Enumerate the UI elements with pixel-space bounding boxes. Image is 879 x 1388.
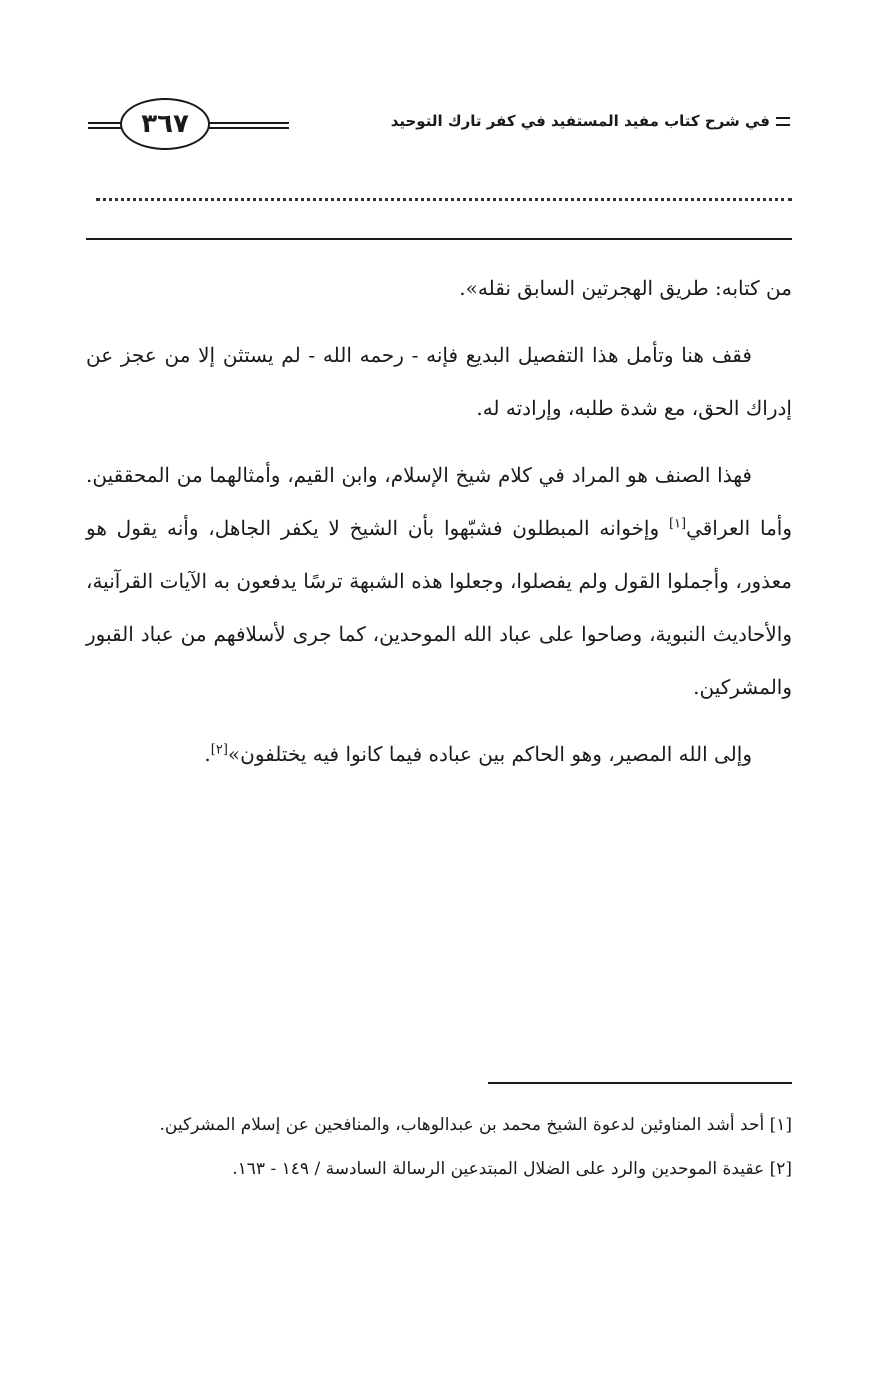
paragraph-text: فهذا الصنف هو المراد في كلام شيخ الإسلام، وابن القيم، وأمثالهما من المحققين. وأما العراقي: [86, 463, 793, 540]
footnote-ref[interactable]: [٢]: [210, 742, 228, 758]
footnote: [٢] عقيدة الموحدين والرد على الضلال المبتدعين الرسالة السادسة / ١٤٩ - ١٦٣.: [232, 1159, 792, 1179]
page-number: [120, 98, 210, 150]
header-rule-right: [209, 122, 289, 129]
page-number-text: ٣٦٧: [141, 109, 189, 139]
footnote: [١] أحد أشد المناوئين لدعوة الشيخ محمد بن عبدالوهاب، والمنافحين عن إسلام المشركين.: [159, 1115, 792, 1135]
header-divider: [86, 238, 792, 240]
dotted-divider: [96, 198, 792, 201]
paragraph-text: وإخوانه المبطلون فشبّهوا بأن الشيخ لا يكفر الجاهل، وأنه يقول هو معذور، وأجملوا القول ولم يفصلوا، وجعلوا هذه الشبهة ترسًا يدفعون به الآيات القرآنية، والأحاديث النبوية، وصاحوا على عباد الله الموحدين، كما جرى لأسلافهم من عباد القبور والمشركين.: [86, 516, 792, 699]
footnotes: [86, 1106, 792, 1194]
footnote-ref[interactable]: [١]: [668, 516, 687, 532]
main-text: [86, 262, 792, 795]
paragraph-text: .: [204, 742, 211, 766]
footnote-separator: [488, 1082, 792, 1084]
header-rule-left: [88, 122, 122, 129]
running-header: [360, 112, 790, 130]
header-ornament: [776, 117, 790, 126]
book-title: في شرح كتاب مفيد المستفيد في كفر تارك التوحيد: [390, 112, 770, 130]
paragraph: من كتابه: طريق الهجرتين السابق نقله».: [459, 276, 792, 300]
paragraph: [86, 449, 792, 714]
paragraph: فقف هنا وتأمل هذا التفصيل البديع فإنه - رحمه الله - لم يستثن إلا من عجز عن إدراك الحق، مع شدة طلبه، وإرادته له.: [86, 343, 792, 420]
paragraph: [86, 728, 792, 781]
paragraph-text: وإلى الله المصير، وهو الحاكم بين عباده فيما كانوا فيه يختلفون»: [227, 742, 752, 766]
